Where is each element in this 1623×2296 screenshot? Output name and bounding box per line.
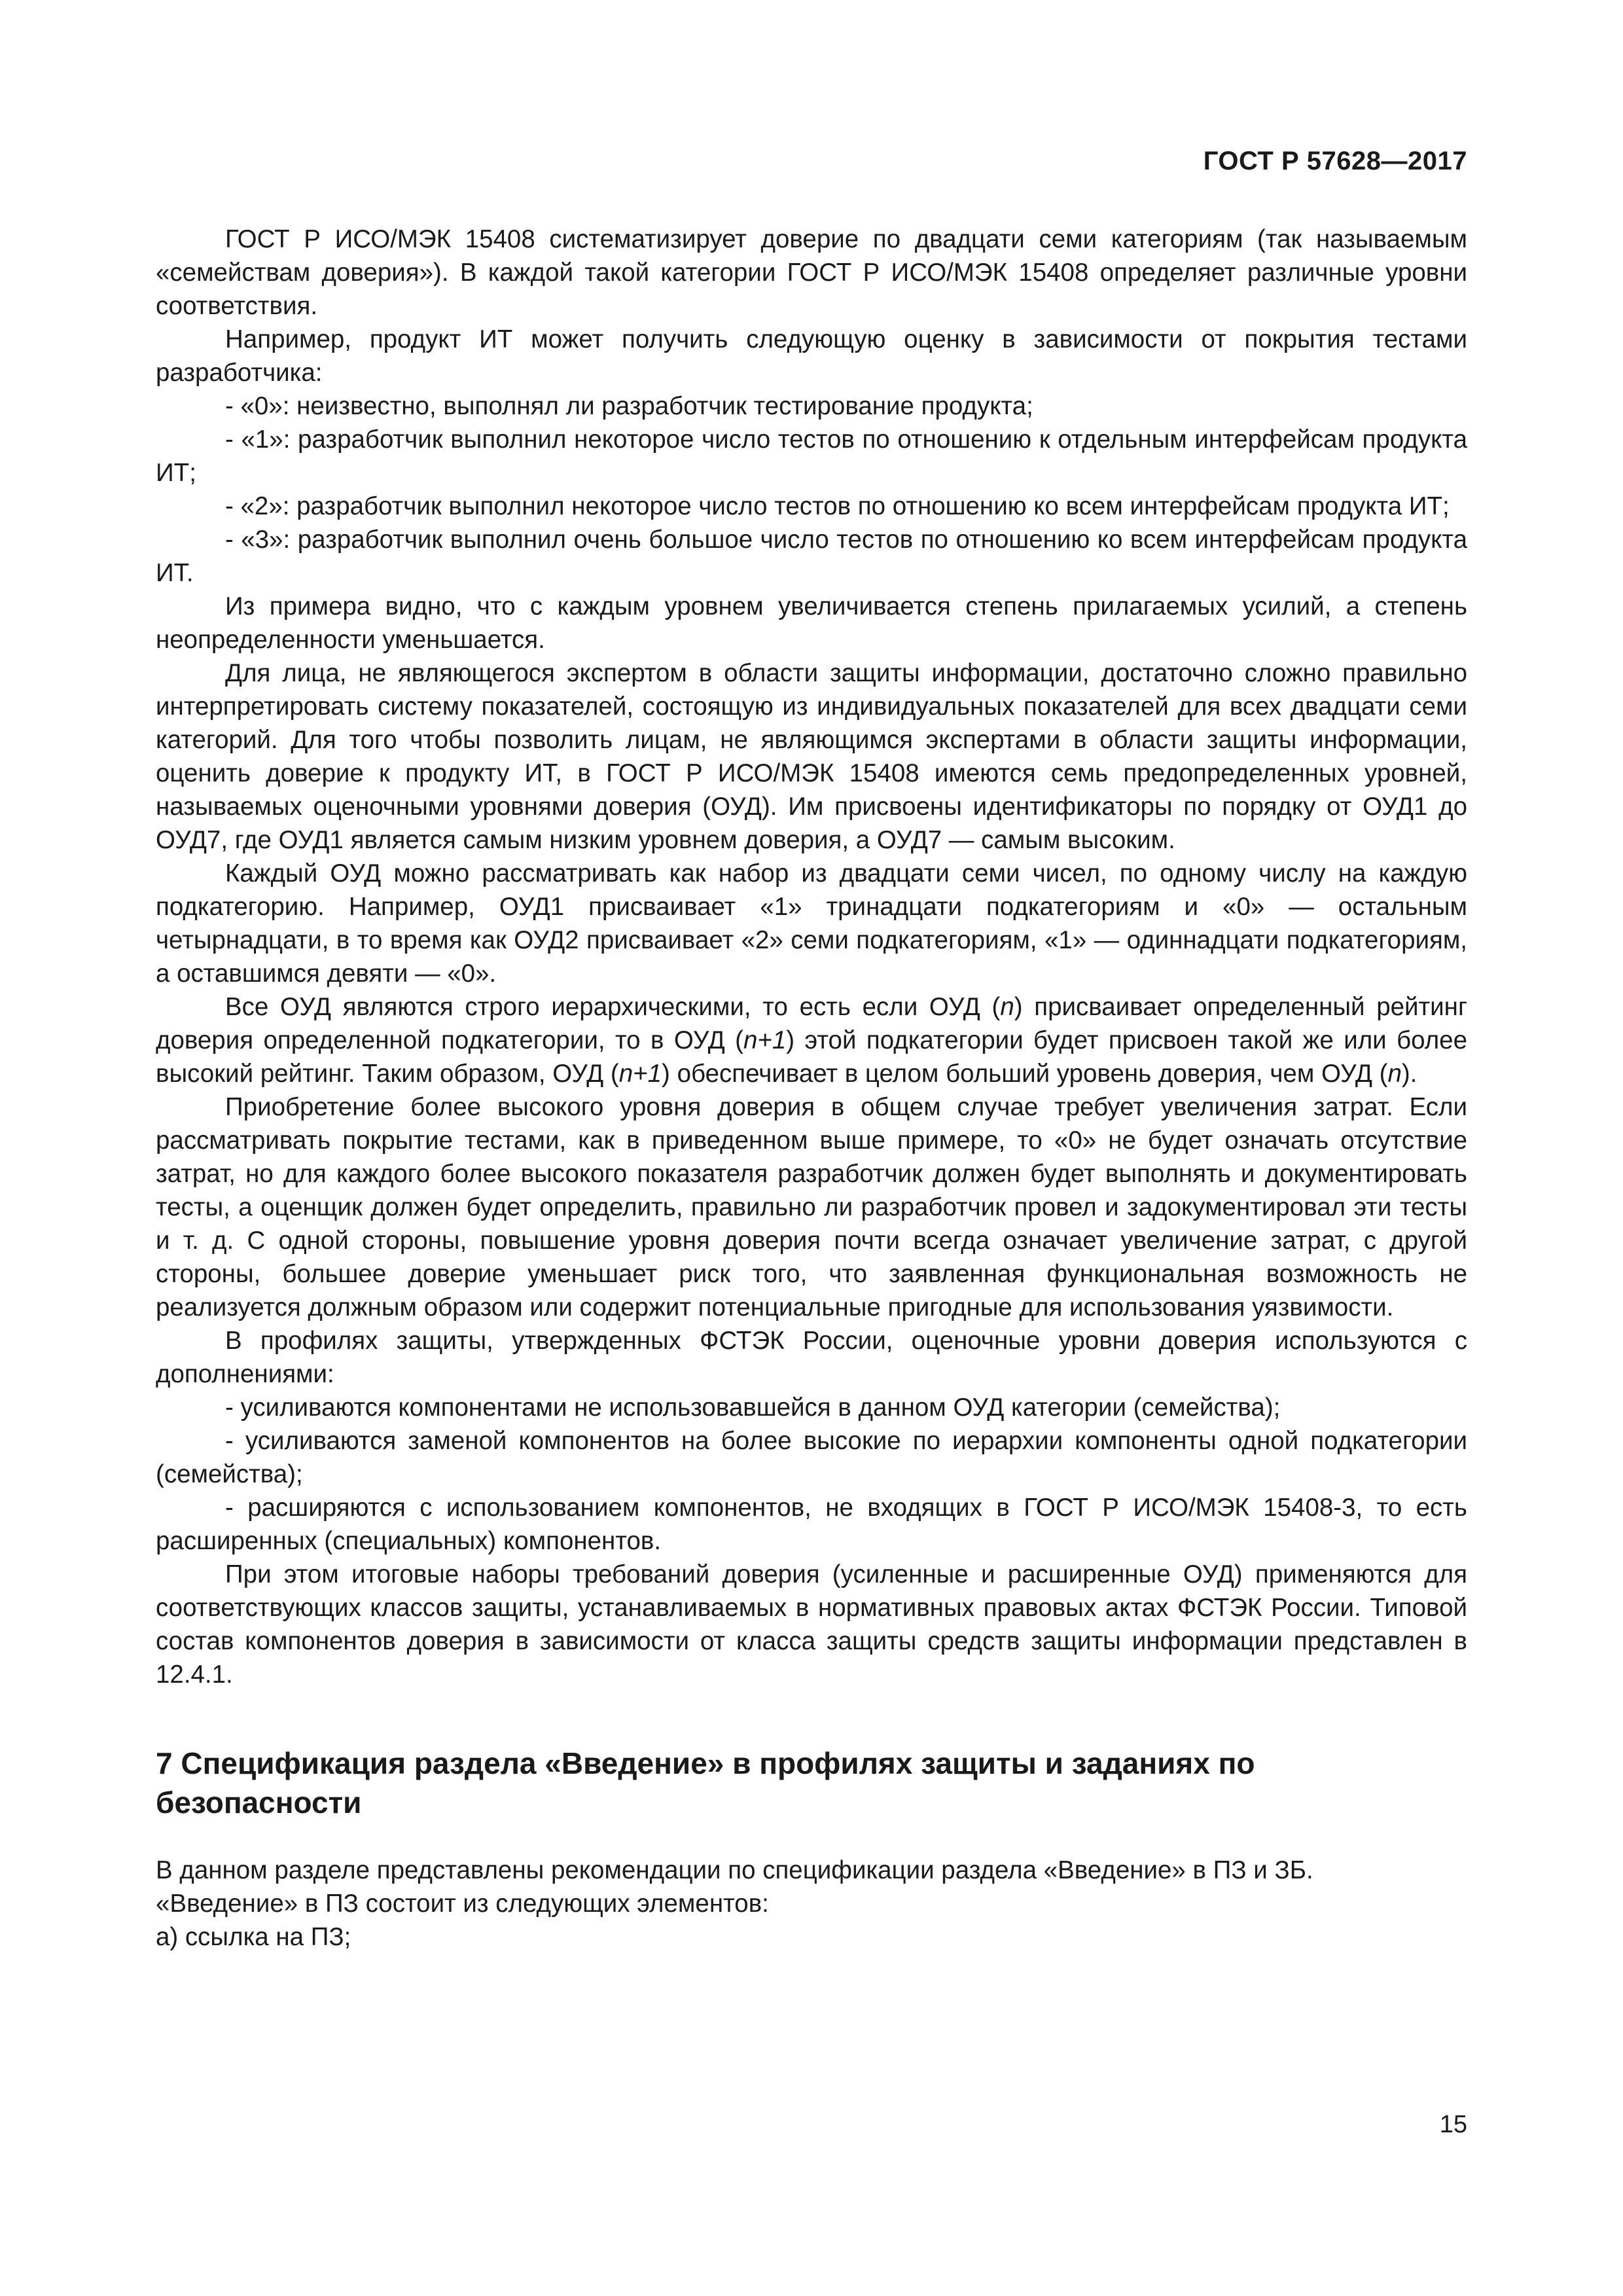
list-item: - «0»: неизвестно, выполнял ли разработчик тестирование продукта; xyxy=(225,392,1033,420)
paragraph-hierarchy xyxy=(156,990,1467,1090)
section-heading: 7 Спецификация раздела «Введение» в профилях защиты и заданиях по безопасности xyxy=(156,1746,1255,1820)
text-segment: ) этой подкатегории будет присвоен такой же или более высокий рейтинг. Таким образом, ОУД ( xyxy=(156,1026,1468,1088)
document-header: ГОСТ Р 57628—2017 xyxy=(1203,147,1467,175)
page-content xyxy=(156,223,1467,1954)
text-segment: ). xyxy=(1401,1060,1418,1088)
list-item: - «2»: разработчик выполнил некоторое число тестов по отношению ко всем интерфейсам продукта ИТ; xyxy=(225,492,1450,520)
paragraph: В профилях защиты, утвержденных ФСТЭК России, оценочные уровни доверия используются с дополнениями: xyxy=(156,1327,1467,1388)
paragraph: В данном разделе представлены рекомендации по спецификации раздела «Введение» в ПЗ и ЗБ. xyxy=(156,1856,1313,1884)
list-item: - усиливаются компонентами не использовавшейся в данном ОУД категории (семейства); xyxy=(225,1393,1281,1422)
text-segment: Все ОУД являются строго иерархическими, то есть если ОУД ( xyxy=(225,993,1001,1021)
paragraph: Каждый ОУД можно рассматривать как набор из двадцати семи чисел, по одному числу на каждую подкатегорию. Например, ОУД1 присваивает «1» тринадцати подкатегориям и «0» — остальным четырнадцати, в то время как ОУД2 присваивает «2» семи подкатегориям, «1» — одиннадцати подкатегориям, а оставшимся девяти — «0». xyxy=(156,859,1467,988)
paragraph: Для лица, не являющегося экспертом в области защиты информации, достаточно сложно правильно интерпретировать систему показателей, состоящую из индивидуальных показателей для всех двадцати семи категорий. Для того чтобы позволить лицам, не являющимся экспертами в области защиты информации, оценить доверие к продукту ИТ, в ГОСТ Р ИСО/МЭК 15408 имеются семь предопределенных уровней, называемых оценочными уровнями доверия (ОУД). Им присвоены идентификаторы по порядку от ОУД1 до ОУД7, где ОУД1 является самым низким уровнем доверия, а ОУД7 — самым высоким. xyxy=(156,659,1467,854)
list-item: - усиливаются заменой компонентов на более высокие по иерархии компоненты одной подкатегории (семейства); xyxy=(156,1427,1467,1488)
paragraph: Из примера видно, что с каждым уровнем увеличивается степень прилагаемых усилий, а степень неопределенности уменьшается. xyxy=(156,592,1467,654)
page-number: 15 xyxy=(1439,2111,1467,2138)
list-item: а) ссылка на ПЗ; xyxy=(156,1923,351,1951)
italic-term: n xyxy=(1387,1060,1402,1088)
text-segment: ) обеспечивает в целом больший уровень доверия, чем ОУД ( xyxy=(662,1060,1388,1088)
paragraph: ГОСТ Р ИСО/МЭК 15408 систематизирует доверие по двадцати семи категориям (так называемым «семействам доверия»). В каждой такой категории ГОСТ Р ИСО/МЭК 15408 определяет различные уровни соответствия. xyxy=(156,225,1467,320)
list-item: - расширяются с использованием компонентов, не входящих в ГОСТ Р ИСО/МЭК 15408-3, то есть расширенных (специальных) компонентов. xyxy=(156,1494,1467,1555)
paragraph: При этом итоговые наборы требований доверия (усиленные и расширенные ОУД) применяются для соответствующих классов защиты, устанавливаемых в нормативных правовых актах ФСТЭК России. Типовой состав компонентов доверия в зависимости от класса защиты средств защиты информации представлен в 12.4.1. xyxy=(156,1560,1467,1689)
paragraph: «Введение» в ПЗ состоит из следующих элементов: xyxy=(156,1890,769,1918)
italic-term: n xyxy=(1000,993,1014,1021)
list-item: - «3»: разработчик выполнил очень большое число тестов по отношению ко всем интерфейсам продукта ИТ. xyxy=(156,526,1467,587)
list-item: - «1»: разработчик выполнил некоторое число тестов по отношению к отдельным интерфейсам продукта ИТ; xyxy=(156,425,1467,487)
paragraph: Например, продукт ИТ может получить следующую оценку в зависимости от покрытия тестами разработчика: xyxy=(156,325,1467,387)
italic-term: n+1 xyxy=(618,1060,662,1088)
text-segment: ) присваивает определенный рейтинг доверия определенной подкатегории, то в ОУД ( xyxy=(156,993,1467,1054)
paragraph: Приобретение более высокого уровня доверия в общем случае требует увеличения затрат. Если рассматривать покрытие тестами, как в приведенном выше примере, то «0» не будет означать отсутствие затрат, но для каждого более высокого показателя разработчик должен будет выполнять и документировать тесты, а оценщик должен будет определить, правильно ли разработчик провел и задокументировал эти тесты и т. д. С одной стороны, повышение уровня доверия почти всегда означает увеличение затрат, с другой стороны, большее доверие уменьшает риск того, что заявленная функциональная возможность не реализуется должным образом или содержит потенциальные пригодные для использования уязвимости. xyxy=(156,1093,1467,1321)
italic-term: n+1 xyxy=(743,1026,787,1054)
